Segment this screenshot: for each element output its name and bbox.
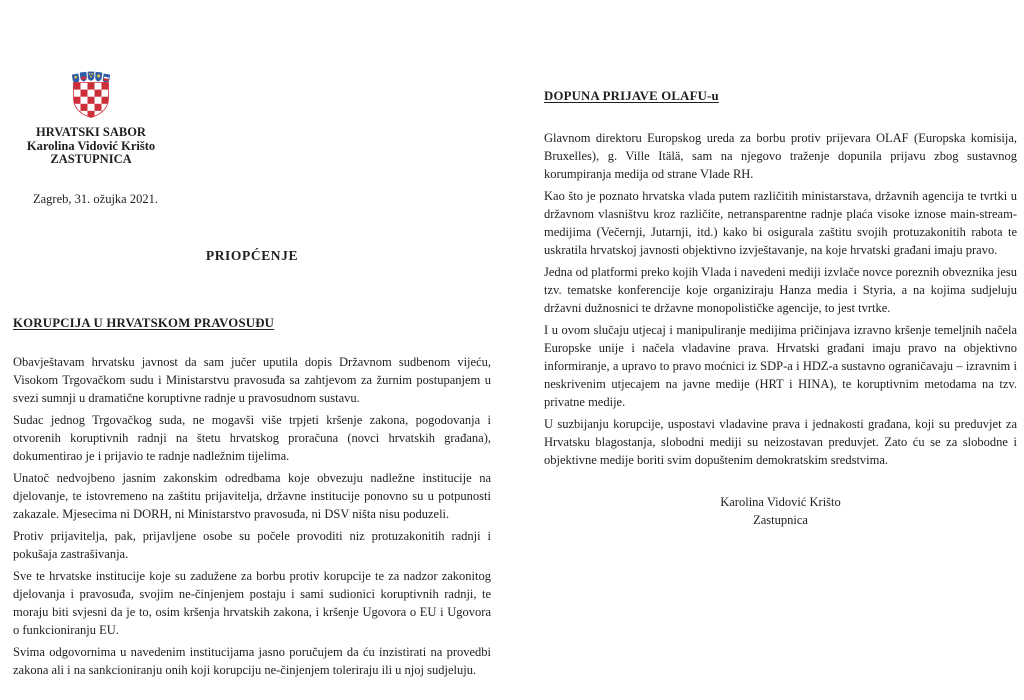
paragraph: Kao što je poznato hrvatska vlada putem različitih ministarstava, državnih agencija te tvrtki u državnom vlasništvu kroz različite, netransparentne radnje plaća visoke iznose main-stream-medijima (Večernji, Jutarnji, itd.) kako bi osigurala zaštitu svojih protuzakonitih rabota te uskratila hrvatskoj javnosti objektivno izvještavanje, na koje hrvatski građani imaju pravo.	[544, 189, 1017, 257]
page-1	[13, 0, 491, 683]
paragraph: U suzbijanju korupcije, uspostavi vladavine prava i jednakosti građana, koji su preduvjet za Hrvatsku blagostanja, slobodni mediji su neizostavan preduvjet. Zato ću se za slobodne i objektivne medije boriti svim dopuštenim demokratskim sredstvima.	[544, 417, 1017, 467]
person-name: Karolina Vidović Krišto	[26, 138, 156, 153]
paragraph: Sve te hrvatske institucije koje su zadužene za borbu protiv korupcije te za nadzor zakonitog djelovanja i pravosuđa, svojim ne-činjenjem postaju i sami sudionici koruptivnih radnji, te moraju biti svjesni da je to, osim kršenja hrvatskih zakona, i kršenje Ugovora o EU i Ugovora o funkcioniranju EU.	[13, 568, 491, 637]
press-release-title: PRIOPĆENJE	[205, 247, 299, 263]
paragraph: Unatoč nedvojbeno jasnim zakonskim odredbama koje obvezuju nadležne institucije na djelovanje, te istovremeno na zaštitu prijavitelja, državne institucije ponovno su u potpunosti zakazale. Mjesecima ni DORH, ni Ministarstvo pravosuđa, ni DSV ništa nisu poduzeli.	[13, 470, 491, 521]
page-2	[544, 0, 1017, 529]
croatia-coat-of-arms-icon	[72, 71, 110, 119]
signature-name: Karolina Vidović Krišto	[720, 495, 841, 509]
section-heading-dopuna: DOPUNA PRIJAVE OLAFU-u	[544, 89, 719, 103]
paragraph: I u ovom slučaju utjecaj i manipuliranje medijima pričinjava izravno kršenje temeljnih načela Europske unije i načela vladavine prava. Hrvatski građani imaju pravo na objektivno informiranje, a upravo to pravo moćnici iz SDP-a i HDZ-a sustavno ograničavaju – izravnim i neskrivenim utjecajem na javne medije (HRT i HINA), te koruptivnim metodama na tzv. privatne medije.	[544, 323, 1017, 409]
person-role: ZASTUPNICA	[50, 152, 132, 166]
checkerboard-shield	[72, 82, 110, 119]
dateline: Zagreb, 31. ožujka 2021.	[33, 191, 158, 206]
crown-of-shields	[72, 72, 110, 84]
signature-block	[544, 493, 1017, 529]
paragraph: Jedna od platformi preko kojih Vlada i navedeni mediji izvlače novce poreznih obveznika jesu tzv. tematske konferencije koje organiziraju Hanza media i Styria, a na kojima sudjeluju državni dužnosnici te državne monopolističke agencije, to jest tvrtke.	[544, 265, 1017, 315]
section-body-korupcija	[13, 353, 491, 679]
section-body-dopuna	[544, 129, 1017, 469]
paragraph: Protiv prijavitelja, pak, prijavljene osobe su počele provoditi niz protuzakonitih radnji i pokušaja zastrašivanja.	[13, 528, 491, 561]
letterhead	[13, 71, 169, 167]
section-heading-korupcija: KORUPCIJA U HRVATSKOM PRAVOSUĐU	[13, 315, 275, 330]
paragraph: Sudac jednog Trgovačkog suda, ne mogavši više trpjeti kršenje zakona, pogodovanja i otvorenih koruptivnih radnji na štetu hrvatskog proračuna (novci hrvatskih građana), dokumentirao je i prijavio te radnje nadležnim tijelima.	[13, 412, 491, 463]
paragraph: Svima odgovornima u navedenim institucijama jasno poručujem da ću inzistirati na provedbi zakona ali i na sankcioniranju onih koji korupciju ne-činjenjem toleriraju ili u njoj sudjeluju.	[13, 644, 491, 677]
signature-role: Zastupnica	[753, 513, 808, 527]
institution-name: HRVATSKI SABOR	[36, 125, 146, 139]
paragraph: Glavnom direktoru Europskog ureda za borbu protiv prijevara OLAF (Europska komisija, Bruxelles), g. Ville Itälä, sam na njegovo traženje dopunila prijavu zbog sustavnog korumpiranja medija od strane Vlade RH.	[544, 131, 1017, 181]
paragraph: Obavještavam hrvatsku javnost da sam jučer uputila dopis Državnom sudbenom vijeću, Visokom Trgovačkom sudu i Ministarstvu pravosuđa sa zahtjevom za žurnim postupanjem u svezi sumnji u dramatične koruptivne radnje u pravosudnom sustavu.	[13, 354, 491, 405]
